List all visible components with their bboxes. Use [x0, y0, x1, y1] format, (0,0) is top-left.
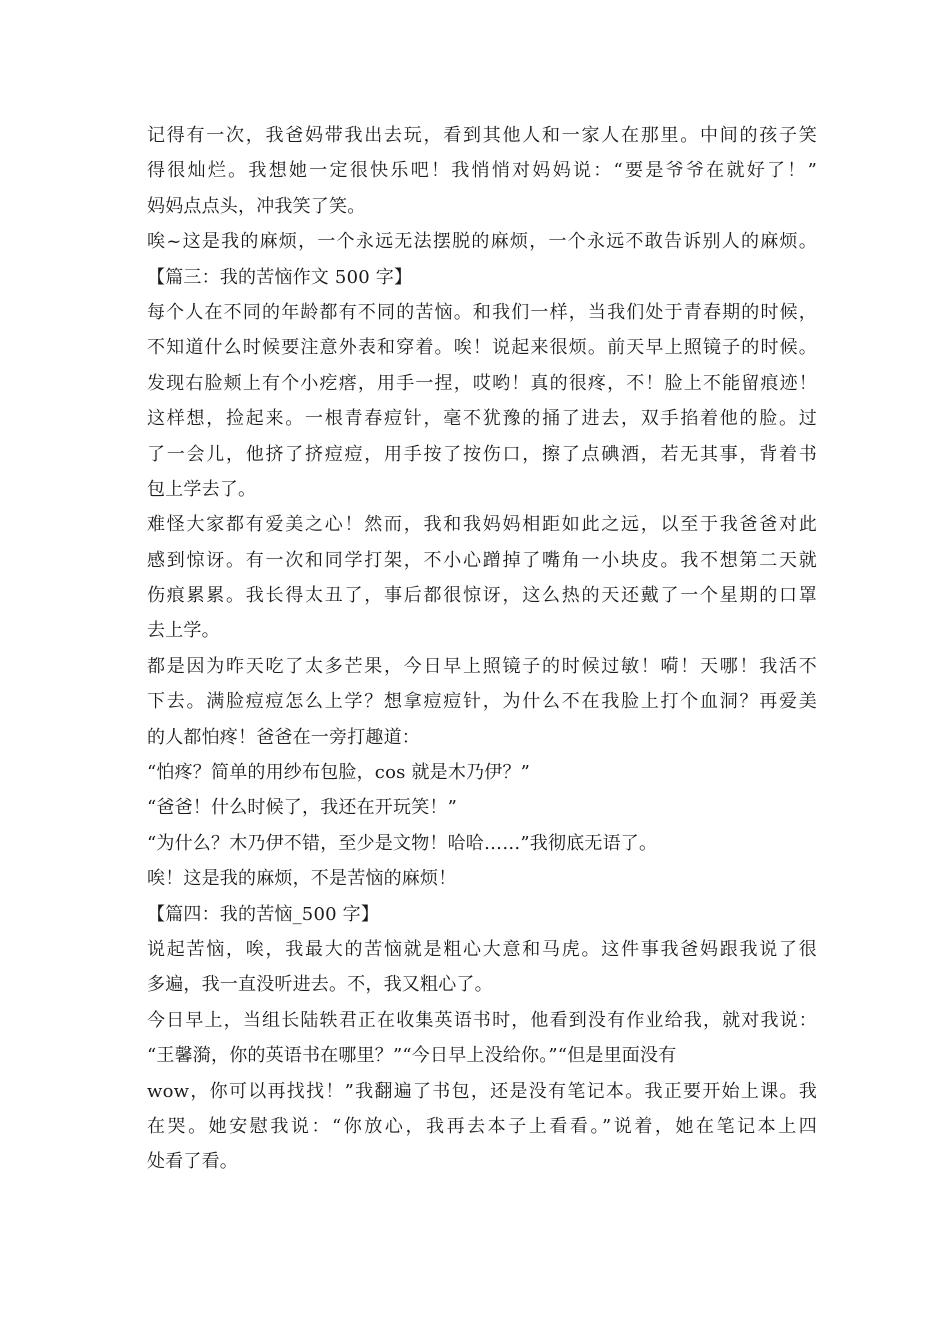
text-line: 唉！这是我的麻烦，不是苦恼的麻烦！: [147, 868, 457, 890]
text-line: 多遍，我一直没听进去。不，我又粗心了。: [147, 974, 493, 996]
text-line: 这样想，捡起来。一根青春痘针，毫不犹豫的捅了进去，双手掐着他的脸。过: [147, 408, 817, 430]
text-line: wow，你可以再找找！”我翻遍了书包，还是没有笔记本。我正要开始上课。我: [147, 1080, 817, 1102]
text-line: 【篇三：我的苦恼作文 500 字】: [147, 266, 413, 288]
text-line: 难怪大家都有爱美之心！然而，我和我妈妈相距如此之远，以至于我爸爸对此: [147, 514, 817, 536]
text-line: 得很灿烂。我想她一定很快乐吧！我悄悄对妈妈说：“要是爷爷在就好了！”: [147, 160, 817, 182]
document-body: [147, 118, 817, 1180]
text-line: 处看了看。: [147, 1151, 238, 1173]
text-line: 不知道什么时候要注意外表和穿着。唉！说起来很烦。前天早上照镜子的时候。: [147, 337, 817, 359]
text-line: 【篇四：我的苦恼_500 字】: [147, 903, 380, 925]
text-line: 今日早上，当组长陆轶君正在收集英语书时，他看到没有作业给我，就对我说：: [147, 1009, 817, 1031]
text-line: 每个人在不同的年龄都有不同的苦恼。和我们一样，当我们处于青春期的时候，: [147, 301, 817, 323]
text-line: 记得有一次，我爸妈带我出去玩，看到其他人和一家人在那里。中间的孩子笑: [147, 125, 817, 146]
text-line: 发现右脸颊上有个小疙瘩，用手一捏，哎哟！真的很疼，不！脸上不能留痕迹！: [147, 372, 817, 394]
text-line: 伤痕累累。我长得太丑了，事后都很惊讶，这么热的天还戴了一个星期的口罩: [147, 585, 817, 607]
text-line: 妈妈点点头，冲我笑了笑。: [147, 195, 366, 217]
text-line: 的人都怕疼！爸爸在一旁打趣道：: [147, 726, 420, 748]
text-line: 去上学。: [147, 620, 220, 642]
text-line: “为什么？木乃伊不错，至少是文物！哈哈……”我彻底无语了。: [147, 832, 658, 854]
text-line: 唉~这是我的麻烦，一个永远无法摆脱的麻烦，一个永远不敢告诉别人的麻烦。: [147, 231, 817, 253]
text-line: 了一会儿，他挤了挤痘痘，用手按了按伤口，擦了点碘酒，若无其事，背着书: [147, 443, 817, 465]
text-line: 说起苦恼，唉，我最大的苦恼就是粗心大意和马虎。这件事我爸妈跟我说了很: [147, 938, 817, 960]
text-line: “王馨漪，你的英语书在哪里？”“今日早上没给你。”“但是里面没有: [147, 1045, 677, 1067]
text-line: 都是因为昨天吃了太多芒果，今日早上照镜子的时候过敏！嗬！天哪！我活不: [147, 655, 817, 677]
text-line: “爸爸！什么时候了，我还在开玩笑！”: [147, 797, 458, 819]
text-line: 感到惊讶。有一次和同学打架，不小心蹭掉了嘴角一小块皮。我不想第二天就: [147, 549, 817, 571]
text-line: 在哭。她安慰我说：“你放心，我再去本子上看看。”说着，她在笔记本上四: [147, 1115, 817, 1137]
text-line: 下去。满脸痘痘怎么上学？想拿痘痘针，为什么不在我脸上打个血洞？再爱美: [147, 691, 817, 713]
text-line: “怕疼？简单的用纱布包脸，cos 就是木乃伊？”: [147, 762, 531, 784]
text-line: 包上学去了。: [147, 478, 257, 500]
